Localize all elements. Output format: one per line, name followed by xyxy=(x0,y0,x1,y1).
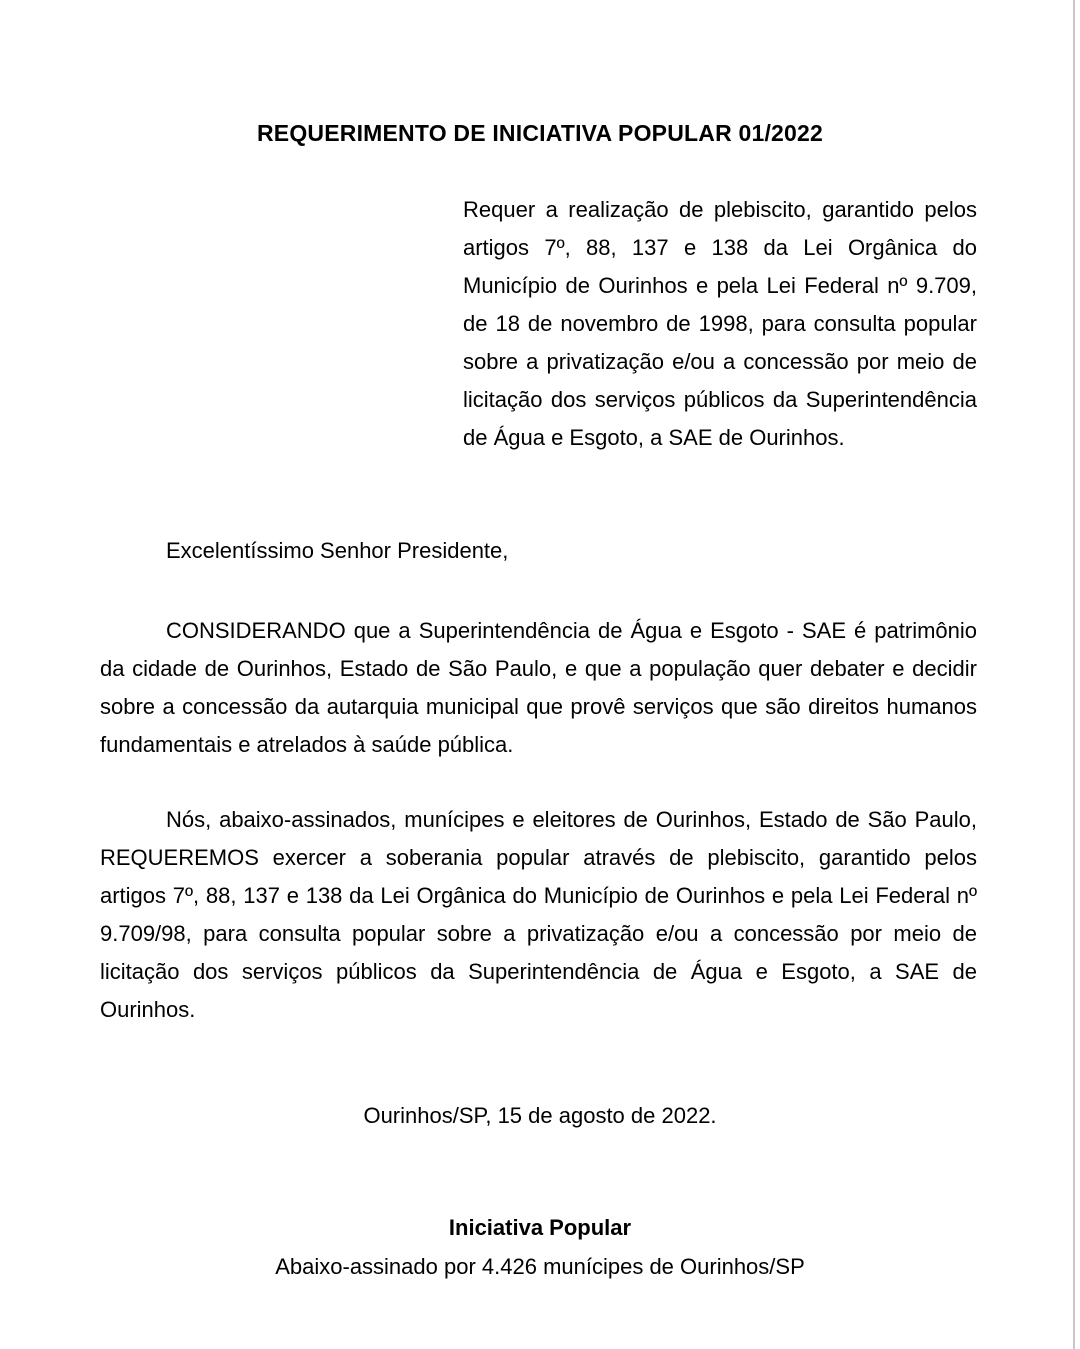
dateline: Ourinhos/SP, 15 de agosto de 2022. xyxy=(363,1103,717,1128)
epigraph-paragraph: Requer a realização de plebiscito, garantido pelos artigos 7º, 88, 137 e 138 da Lei Orgânica do Município de Ourinhos e pela Lei Federal nº 9.709, de 18 de novembro de 1998, para consulta popular sobre a privatização e/ou a concessão por meio de licitação dos serviços públicos da Superintendência de Água e Esgoto, a SAE de Ourinhos. xyxy=(463,197,977,450)
requeremos-paragraph: Nós, abaixo-assinados, munícipes e eleitores de Ourinhos, Estado de São Paulo, REQUEREMOS exercer a soberania popular através de plebiscito, garantido pelos artigos 7º, 88, 137 e 138 da Lei Orgânica do Município de Ourinhos e pela Lei Federal nº 9.709/98, para consulta popular sobre a privatização e/ou a concessão por meio de licitação dos serviços públicos da Superintendência de Água e Esgoto, a SAE de Ourinhos. xyxy=(100,807,977,1022)
signature-title: Iniciativa Popular xyxy=(448,1215,632,1240)
page-edge-line xyxy=(1073,0,1075,1349)
document-title: REQUERIMENTO DE INICIATIVA POPULAR 01/2022 xyxy=(256,120,824,146)
considerando-paragraph: CONSIDERANDO que a Superintendência de Água e Esgoto - SAE é patrimônio da cidade de Ourinhos, Estado de São Paulo, e que a população quer debater e decidir sobre a concessão da autarquia municipal que provê serviços que são direitos humanos fundamentais e atrelados à saúde pública. xyxy=(100,618,977,757)
salutation-line: Excelentíssimo Senhor Presidente, xyxy=(166,538,509,563)
signature-subtitle: Abaixo-assinado por 4.426 munícipes de Ourinhos/SP xyxy=(275,1254,805,1279)
